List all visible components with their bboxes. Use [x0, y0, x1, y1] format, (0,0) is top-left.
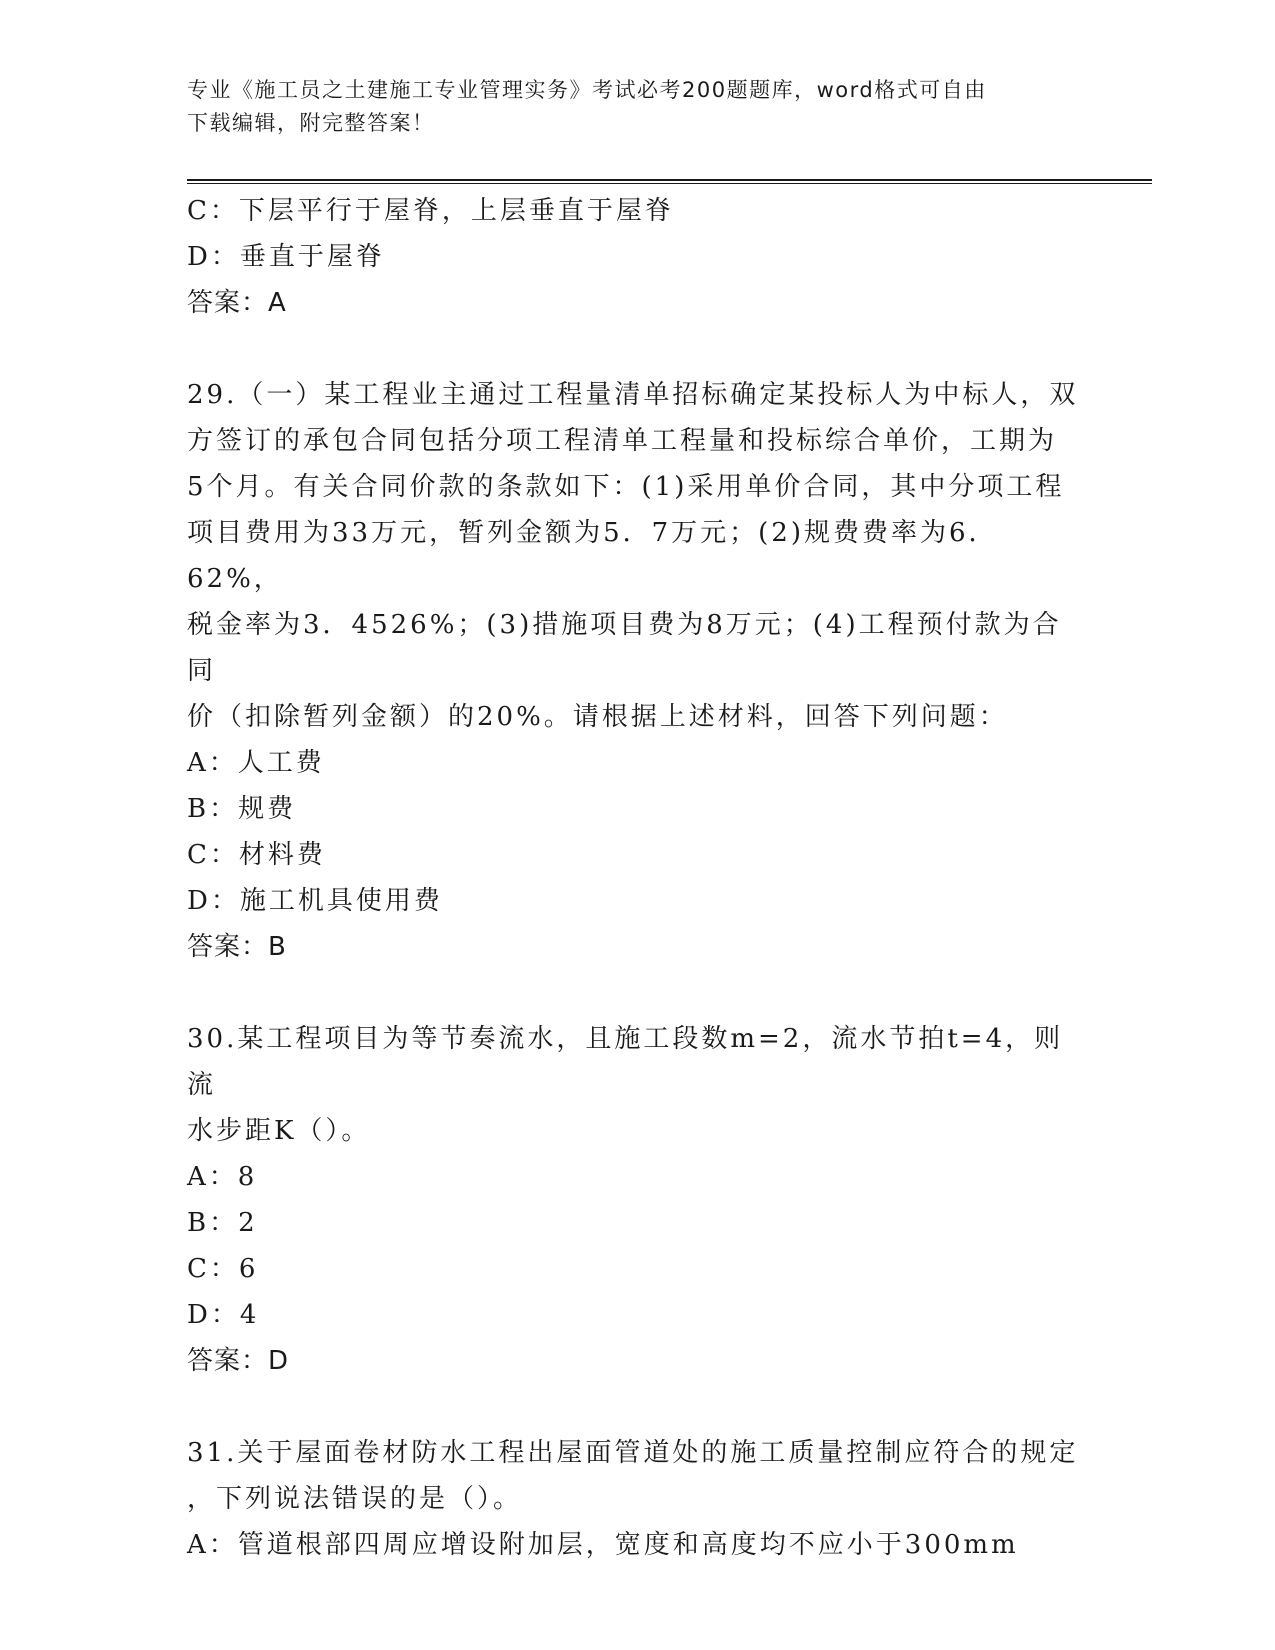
question-text-line: 项目费用为33万元，暂列金额为5．7万元；(2)规费费率为6．62%，: [187, 518, 998, 594]
question-29: [187, 372, 1087, 970]
option-a: A：管道根部四周应增设附加层，宽度和高度均不应小于300mm: [187, 1530, 1019, 1560]
header-divider: [187, 179, 1152, 181]
question-text-line: 方签订的承包合同包括分项工程清单工程量和投标综合单价，工期为: [187, 426, 1058, 456]
spacer: [187, 970, 1087, 1016]
header-line: 下载编辑，附完整答案！: [187, 111, 435, 135]
option-a: A：8: [187, 1162, 258, 1192]
question-text-line: 30.某工程项目为等节奏流水，且施工段数m=2，流水节拍t=4，则流: [187, 1024, 1064, 1100]
option-d: D：施工机具使用费: [187, 886, 443, 916]
question-text-line: 税金率为3．4526%；(3)措施项目费为8万元；(4)工程预付款为合同: [187, 610, 1062, 686]
option-b: B：规费: [187, 794, 297, 824]
question-text-line: 5个月。有关合同价款的条款如下：(1)采用单价合同，其中分项工程: [187, 472, 1065, 502]
question-text-line: ，下列说法错误的是（）。: [187, 1484, 523, 1514]
question-28-tail: [187, 188, 1087, 326]
option-b: B：2: [187, 1208, 258, 1238]
question-content: [187, 188, 1087, 1568]
header-divider-thin: [187, 183, 1152, 184]
answer: 答案：A: [187, 288, 287, 318]
answer: 答案：D: [187, 1346, 290, 1376]
document-header: [187, 74, 1077, 140]
option-c: C：下层平行于屋脊，上层垂直于屋脊: [187, 196, 674, 226]
answer: 答案：B: [187, 932, 287, 962]
option-a: A：人工费: [187, 748, 325, 778]
question-text-line: 29.（一）某工程业主通过工程量清单招标确定某投标人为中标人，双: [187, 380, 1079, 410]
spacer: [187, 1384, 1087, 1430]
option-c: C：材料费: [187, 840, 326, 870]
spacer: [187, 326, 1087, 372]
question-30: [187, 1016, 1087, 1384]
option-d: D：4: [187, 1300, 260, 1330]
question-text-line: 31.关于屋面卷材防水工程出屋面管道处的施工质量控制应符合的规定: [187, 1438, 1079, 1468]
option-d: D：垂直于屋脊: [187, 242, 385, 272]
question-text-line: 价（扣除暂列金额）的20%。请根据上述材料，回答下列问题：: [187, 702, 1008, 732]
question-text-line: 水步距K（）。: [187, 1116, 371, 1146]
header-line: 专业《施工员之土建施工专业管理实务》考试必考200题题库，word格式可自由: [187, 78, 987, 102]
option-c: C：6: [187, 1254, 259, 1284]
question-31: [187, 1430, 1087, 1568]
